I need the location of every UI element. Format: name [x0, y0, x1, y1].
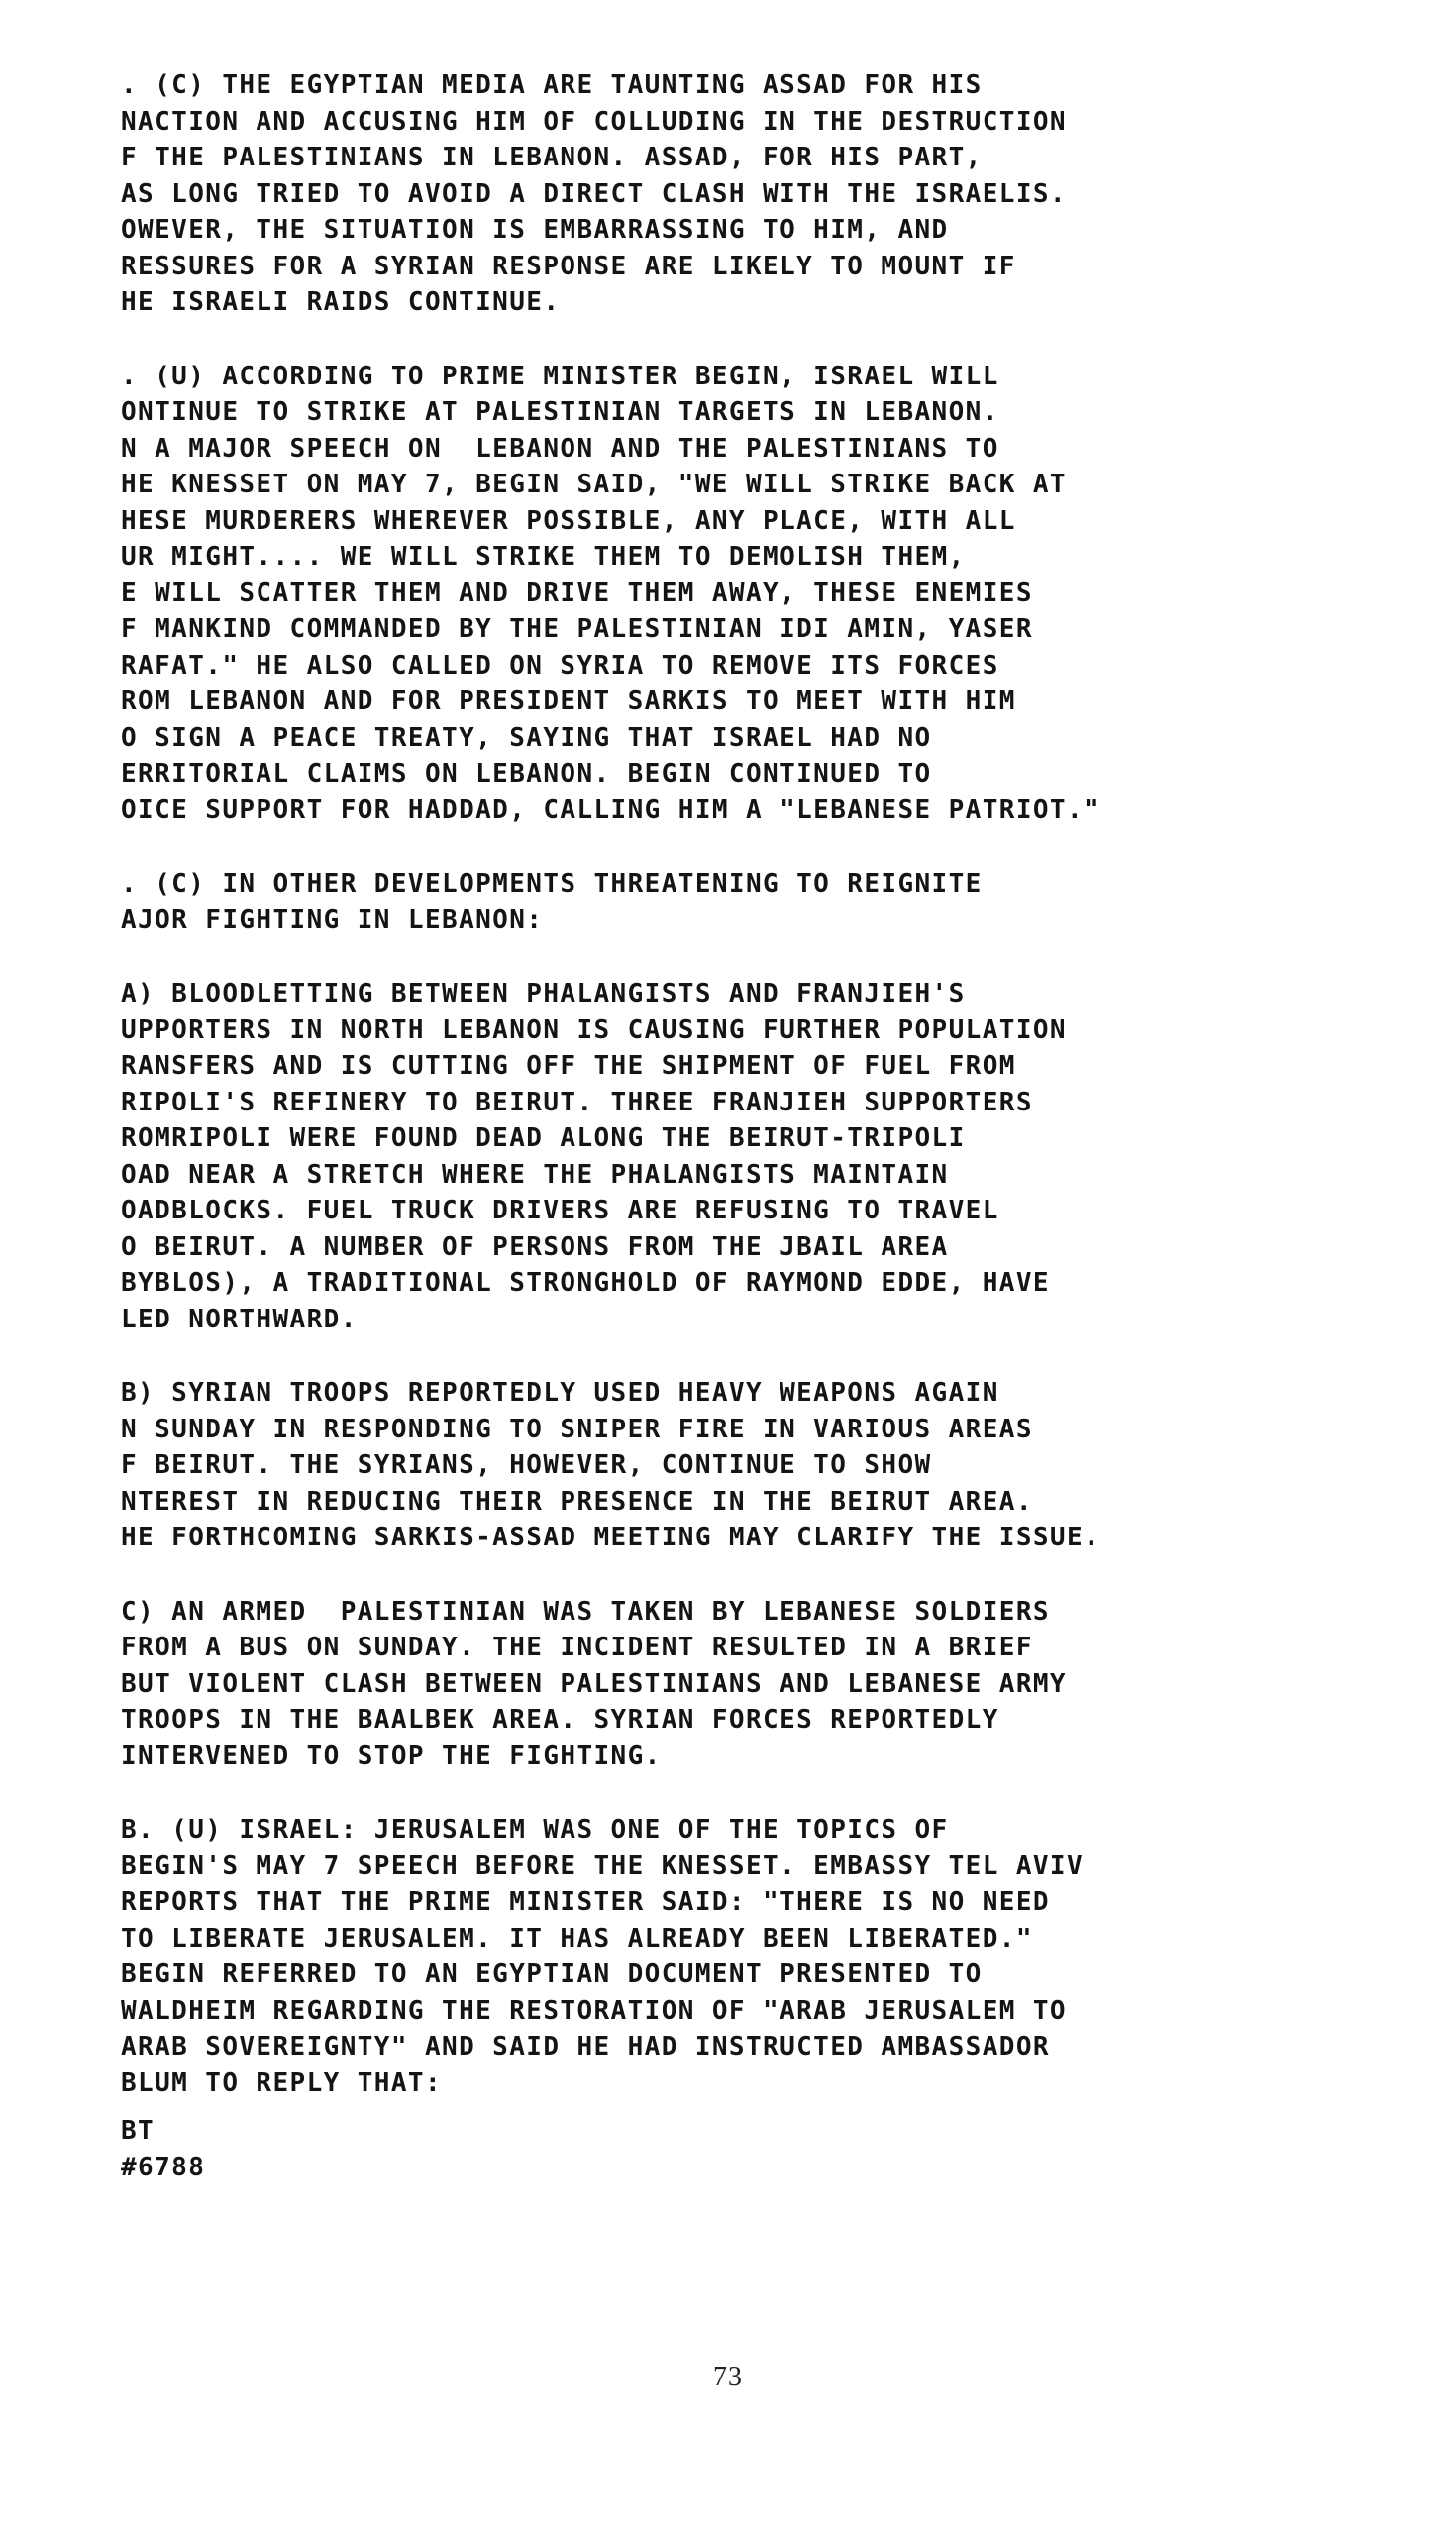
paragraph-item-c — [121, 1594, 1408, 1775]
paragraph-egyptian-media — [121, 67, 1408, 321]
text-line: ARAB SOVEREIGNTY" AND SAID HE HAD INSTRUCTED AMBASSADOR — [121, 2032, 1050, 2061]
text-line: OICE SUPPORT FOR HADDAD, CALLING HIM A "LEBANESE PATRIOT." — [121, 794, 1101, 825]
text-line: F MANKIND COMMANDED BY THE PALESTINIAN IDI AMIN, YASER — [121, 614, 1033, 644]
text-line: ROM LEBANON AND FOR PRESIDENT SARKIS TO MEET WITH HIM — [121, 687, 1016, 716]
text-line: HE KNESSET ON MAY 7, BEGIN SAID, "WE WILL STRIKE BACK AT — [121, 470, 1067, 499]
text-line: INTERVENED TO STOP THE FIGHTING. — [121, 1741, 662, 1771]
text-line: N SUNDAY IN RESPONDING TO SNIPER FIRE IN VARIOUS AREAS — [121, 1414, 1033, 1444]
text-line: OAD NEAR A STRETCH WHERE THE PHALANGISTS MAINTAIN — [121, 1159, 949, 1190]
text-line: F THE PALESTINIANS IN LEBANON. ASSAD, FOR HIS PART, — [121, 143, 983, 172]
text-line: NTEREST IN REDUCING THEIR PRESENCE IN THE BEIRUT AREA. — [121, 1486, 1033, 1517]
text-line: LED NORTHWARD. — [121, 1304, 358, 1334]
text-line: O SIGN A PEACE TREATY, SAYING THAT ISRAEL HAD NO — [121, 722, 932, 753]
text-line: . (C) IN OTHER DEVELOPMENTS THREATENING TO REIGNITE — [121, 869, 983, 898]
message-number: #6788 — [121, 2152, 206, 2182]
paragraph-israel-jerusalem — [121, 1812, 1408, 2101]
text-line: B) SYRIAN TROOPS REPORTEDLY USED HEAVY WEAPONS AGAIN — [121, 1378, 999, 1408]
text-line: RIPOLI'S REFINERY TO BEIRUT. THREE FRANJIEH SUPPORTERS — [121, 1087, 1033, 1117]
text-line: UR MIGHT.... WE WILL STRIKE THEM TO DEMOLISH THEM, — [121, 542, 966, 572]
text-line: ONTINUE TO STRIKE AT PALESTINIAN TARGETS IN LEBANON. — [121, 397, 999, 427]
paragraph-item-a — [121, 976, 1408, 1337]
text-line: B. (U) ISRAEL: JERUSALEM WAS ONE OF THE TOPICS OF — [121, 1815, 949, 1845]
text-line: OADBLOCKS. FUEL TRUCK DRIVERS ARE REFUSING TO TRAVEL — [121, 1196, 999, 1225]
text-line: RANSFERS AND IS CUTTING OFF THE SHIPMENT OF FUEL FROM — [121, 1051, 1016, 1081]
text-line: AS LONG TRIED TO AVOID A DIRECT CLASH WITH THE ISRAELIS. — [121, 178, 1067, 209]
text-line: TO LIBERATE JERUSALEM. IT HAS ALREADY BEEN LIBERATED." — [121, 1923, 1033, 1954]
text-line: O BEIRUT. A NUMBER OF PERSONS FROM THE JBAIL AREA — [121, 1231, 949, 1262]
document-body — [121, 67, 1408, 2223]
paragraph-other-developments — [121, 866, 1408, 938]
message-trailer — [121, 2113, 1408, 2185]
text-line: HE ISRAELI RAIDS CONTINUE. — [121, 287, 561, 317]
text-line: A) BLOODLETTING BETWEEN PHALANGISTS AND FRANJIEH'S — [121, 979, 966, 1008]
text-line: RAFAT." HE ALSO CALLED ON SYRIA TO REMOVE ITS FORCES — [121, 650, 999, 681]
text-line: BEGIN REFERRED TO AN EGYPTIAN DOCUMENT PRESENTED TO — [121, 1959, 983, 1989]
text-line: REPORTS THAT THE PRIME MINISTER SAID: "THERE IS NO NEED — [121, 1887, 1050, 1917]
text-line: C) AN ARMED PALESTINIAN WAS TAKEN BY LEBANESE SOLDIERS — [121, 1596, 1050, 1627]
text-line: RESSURES FOR A SYRIAN RESPONSE ARE LIKELY TO MOUNT IF — [121, 251, 1016, 281]
text-line: FROM A BUS ON SUNDAY. THE INCIDENT RESULTED IN A BRIEF — [121, 1633, 1033, 1662]
text-line: BYBLOS), A TRADITIONAL STRONGHOLD OF RAYMOND EDDE, HAVE — [121, 1268, 1050, 1298]
text-line: UPPORTERS IN NORTH LEBANON IS CAUSING FURTHER POPULATION — [121, 1014, 1067, 1045]
text-line: AJOR FIGHTING IN LEBANON: — [121, 904, 544, 935]
text-line: ROMRIPOLI WERE FOUND DEAD ALONG THE BEIRUT-TRIPOLI — [121, 1123, 966, 1153]
page-number: 73 — [713, 2362, 743, 2392]
text-line: ERRITORIAL CLAIMS ON LEBANON. BEGIN CONTINUED TO — [121, 759, 932, 789]
break-marker: BT — [121, 2116, 156, 2146]
text-line: BLUM TO REPLY THAT: — [121, 2067, 443, 2098]
text-line: NACTION AND ACCUSING HIM OF COLLUDING IN THE DESTRUCTION — [121, 106, 1067, 137]
text-line: F BEIRUT. THE SYRIANS, HOWEVER, CONTINUE TO SHOW — [121, 1450, 932, 1480]
paragraph-begin-speech — [121, 359, 1408, 829]
text-line: E WILL SCATTER THEM AND DRIVE THEM AWAY, THESE ENEMIES — [121, 578, 1033, 608]
text-line: . (U) ACCORDING TO PRIME MINISTER BEGIN, ISRAEL WILL — [121, 361, 999, 391]
text-line: OWEVER, THE SITUATION IS EMBARRASSING TO HIM, AND — [121, 215, 949, 245]
text-line: HE FORTHCOMING SARKIS-ASSAD MEETING MAY CLARIFY THE ISSUE. — [121, 1523, 1101, 1552]
text-line: HESE MURDERERS WHEREVER POSSIBLE, ANY PLACE, WITH ALL — [121, 505, 1016, 536]
text-line: BUT VIOLENT CLASH BETWEEN PALESTINIANS AND LEBANESE ARMY — [121, 1668, 1067, 1699]
text-line: N A MAJOR SPEECH ON LEBANON AND THE PALESTINIANS TO — [121, 433, 999, 464]
text-line: . (C) THE EGYPTIAN MEDIA ARE TAUNTING ASSAD FOR HIS — [121, 70, 983, 100]
text-line: TROOPS IN THE BAALBEK AREA. SYRIAN FORCES REPORTEDLY — [121, 1705, 999, 1735]
text-line: WALDHEIM REGARDING THE RESTORATION OF "ARAB JERUSALEM TO — [121, 1995, 1067, 2026]
paragraph-item-b — [121, 1375, 1408, 1556]
text-line: BEGIN'S MAY 7 SPEECH BEFORE THE KNESSET. EMBASSY TEL AVIV — [121, 1850, 1085, 1881]
